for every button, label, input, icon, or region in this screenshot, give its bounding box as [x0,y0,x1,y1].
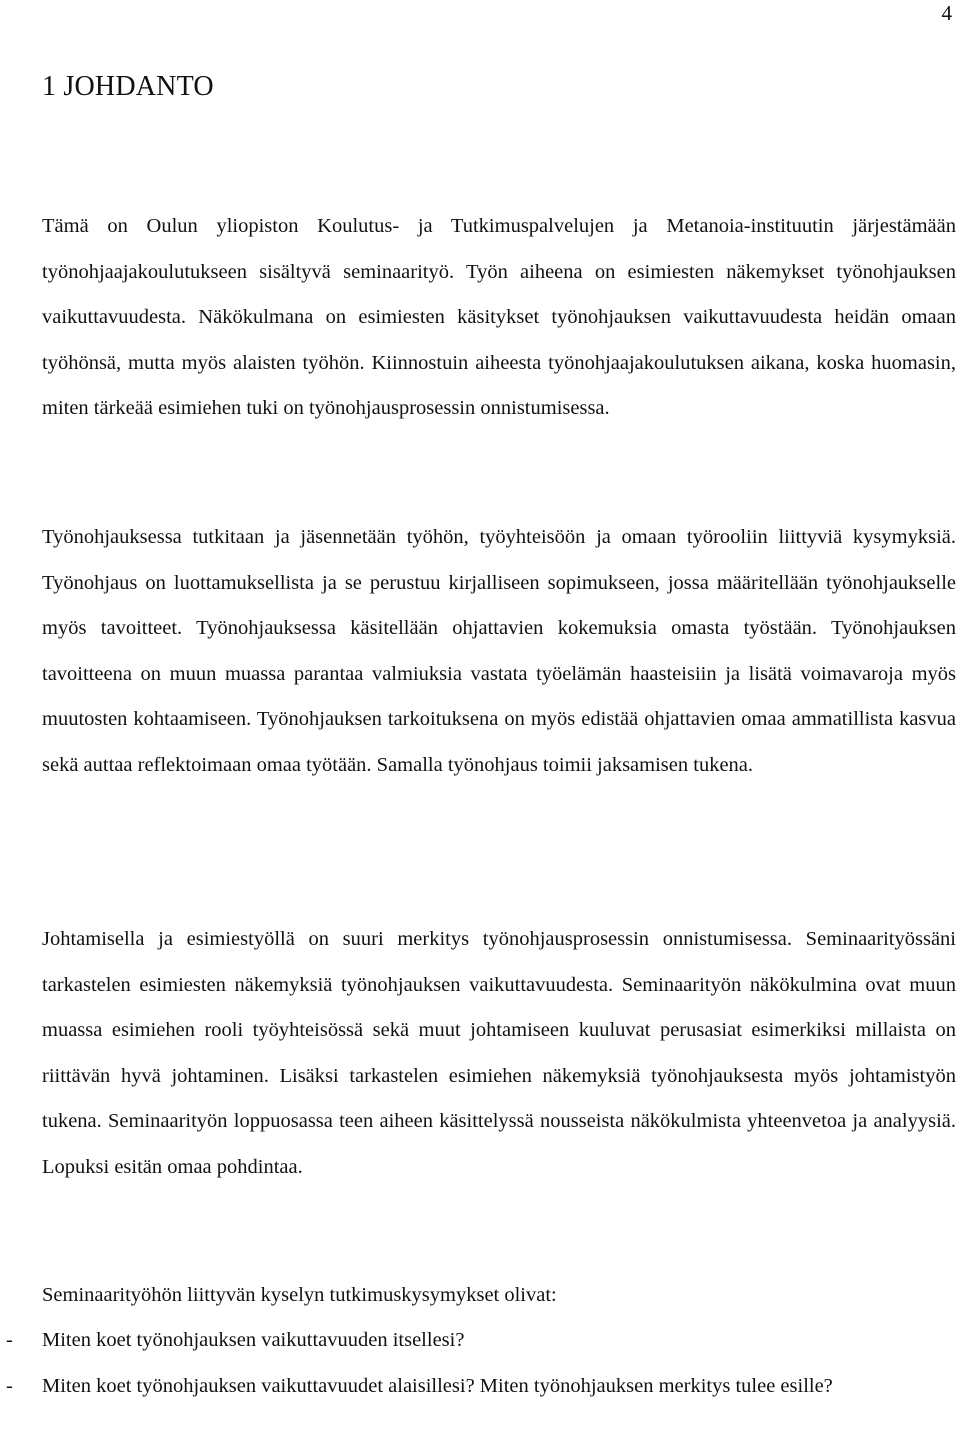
list-dash-marker: - [6,1329,13,1351]
paragraph-introduction: Tämä on Oulun yliopiston Koulutus- ja Tutkimuspalvelujen ja Metanoia-instituutin järjestämään työnohjaajakoulutukseen sisältyvä seminaarityö. Työn aiheena on esimiesten näkemykset työnohjauksen vaikuttavuudesta. Näkökulmana on esimiesten käsitykset työnohjauksen vaikuttavuudesta heidän omaan työhönsä, mutta myös alaisten työhön. Kiinnostuin aiheesta työnohjaajakoulutuksen aikana, koska huomasin, miten tärkeää esimiehen tuki on työnohjausprosessin onnistumisessa. [42,215,956,419]
page-number: 4 [941,1,952,25]
list-item [0,1364,956,1410]
research-questions-list [0,1318,956,1409]
list-dash-marker: - [6,1374,13,1397]
question-text: Miten koet työnohjauksen vaikuttavuuden itsellesi? [42,1329,465,1351]
paragraph-supervision-description: Työnohjauksessa tutkitaan ja jäsennetään työhön, työyhteisöön ja omaan työrooliin liittyviä kysymyksiä. Työnohjaus on luottamuksellista ja se perustuu kirjalliseen sopimukseen, jossa määritellään työnohjaukselle myös tavoitteet. Työnohjauksessa käsitellään ohjattavien kokemuksia omasta työstään. Työnohjauksen tavoitteena on muun muassa parantaa valmiuksia vastata työelämän haasteisiin ja lisätä voimavaroja myös muutosten kohtaamiseen. Työnohjauksen tarkoituksena on myös edistää ohjattavien omaa ammatillista kasvua sekä auttaa reflektoimaan omaa työtään. Samalla työnohjaus toimii jaksamisen tukena. [42,526,956,776]
chapter-heading: 1 JOHDANTO [42,71,214,102]
question-text: Miten koet työnohjauksen vaikuttavuudet alaisillesi? Miten työnohjauksen merkitys tulee esille? [42,1374,833,1397]
paragraph-research-questions-intro: Seminaarityöhön liittyvän kyselyn tutkimuskysymykset olivat: [42,1284,557,1306]
list-item [0,1318,956,1364]
paragraph-leadership: Johtamisella ja esimiestyöllä on suuri merkitys työnohjausprosessin onnistumisessa. Seminaarityössäni tarkastelen esimiesten näkemyksiä työnohjauksen vaikuttavuudesta. Seminaarityön näkökulmina ovat muun muassa esimiehen rooli työyhteisössä sekä muut johtamiseen kuuluvat perusasiat esimerkiksi millaista on riittävän hyvä johtaminen. Lisäksi tarkastelen esimiehen näkemyksiä työnohjauksesta myös johtamistyön tukena. Seminaarityön loppuosassa teen aiheen käsittelyssä nousseista näkökulmista yhteenvetoa ja analyysiä. Lopuksi esitän omaa pohdintaa. [42,928,956,1178]
